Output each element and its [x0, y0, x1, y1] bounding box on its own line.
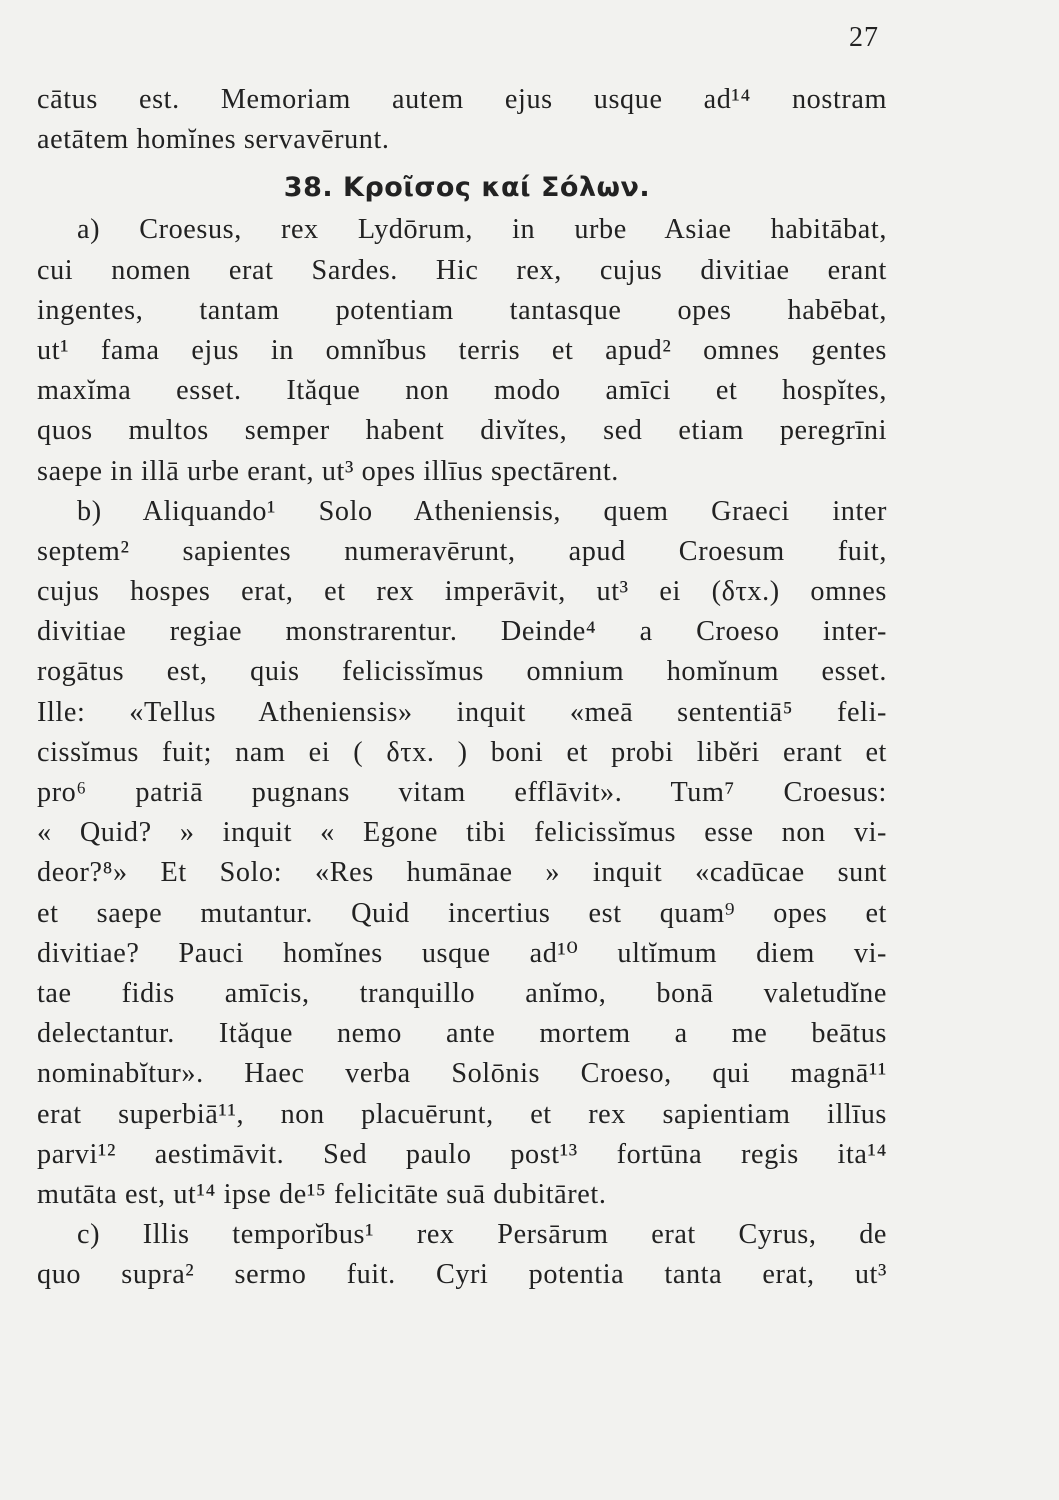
- text-line: divitiae regiae monstrarentur. Deinde⁴ a Croeso inter-: [37, 616, 887, 648]
- text-line: cātus est. Memoriam autem ejus usque ad¹⁴ nostram: [37, 84, 887, 115]
- text-line: septem² sapientes numeravērunt, apud Croesum fuit,: [37, 535, 887, 567]
- text-line: c) Illis temporĭbus¹ rex Persārum erat Cyrus, de: [77, 1219, 887, 1251]
- text-line: mutāta est, ut¹⁴ ipse de¹⁵ felicitāte suā dubitāret.: [37, 1178, 607, 1210]
- text-line: erat superbiā¹¹, non placuērunt, et rex sapientiam illīus: [37, 1098, 887, 1130]
- text-line: Ille: «Tellus Atheniensis» inquit «meā sententiā⁵ feli-: [37, 696, 887, 728]
- page-number: 27: [849, 22, 879, 53]
- text-line: ut¹ fama ejus in omnĭbus terris et apud² omnes gentes: [37, 334, 887, 366]
- text-line: tae fidis amīcis, tranquillo anĭmo, bonā valetudĭne: [37, 977, 887, 1009]
- text-line: parvi¹² aestimāvit. Sed paulo post¹³ fortūna regis ita¹⁴: [37, 1138, 887, 1170]
- body-text: [37, 80, 887, 1295]
- text-line: rogātus est, quis felicissĭmus omnium homĭnum esset.: [37, 656, 887, 688]
- text-line: pro⁶ patriā pugnans vitam efflāvit». Tum⁷ Croesus:: [37, 777, 887, 808]
- text-line: quos multos semper habent divĭtes, sed etiam peregrīni: [37, 415, 887, 447]
- text-line: aetātem homĭnes servavērunt.: [37, 124, 390, 156]
- paragraph-b: [37, 492, 887, 1215]
- text-line: cujus hospes erat, et rex imperāvit, ut³ ei (δτx.) omnes: [37, 576, 887, 608]
- text-line: maxĭma esset. Ităque non modo amīci et hospĭtes,: [37, 375, 887, 407]
- paragraph-c: [37, 1215, 887, 1295]
- paragraph-a: [37, 210, 887, 491]
- text-line: b) Aliquando¹ Solo Atheniensis, quem Graeci inter: [77, 495, 887, 527]
- text-line: nominabĭtur». Haec verba Solōnis Croeso, qui magnā¹¹: [37, 1058, 887, 1090]
- text-line: « Quid? » inquit « Egone tibi felicissĭmus esse non vi-: [37, 817, 887, 849]
- text-line: quo supra² sermo fuit. Cyri potentia tanta erat, ut³: [37, 1259, 887, 1291]
- text-line: cui nomen erat Sardes. Hic rex, cujus divitiae erant: [37, 254, 887, 286]
- text-line: deor?⁸» Et Solo: «Res humānae » inquit «cadūcae sunt: [37, 857, 887, 889]
- text-line: delectantur. Ităque nemo ante mortem a me beātus: [37, 1018, 887, 1050]
- text-line: ingentes, tantam potentiam tantasque opes habēbat,: [37, 294, 887, 326]
- text-line: cissĭmus fuit; nam ei ( δτx. ) boni et probi libĕri erant et: [37, 736, 887, 768]
- text-line: a) Croesus, rex Lydōrum, in urbe Asiae habitābat,: [77, 214, 887, 246]
- text-line: et saepe mutantur. Quid incertius est quam⁹ opes et: [37, 897, 887, 929]
- text-line: divitiae? Pauci homĭnes usque ad¹⁰ ultĭmum diem vi-: [37, 937, 887, 969]
- text-line: saepe in illā urbe erant, ut³ opes illīus spectārent.: [37, 455, 619, 487]
- section-heading: 38. Κροῖσος καί Σόλων.: [283, 172, 651, 204]
